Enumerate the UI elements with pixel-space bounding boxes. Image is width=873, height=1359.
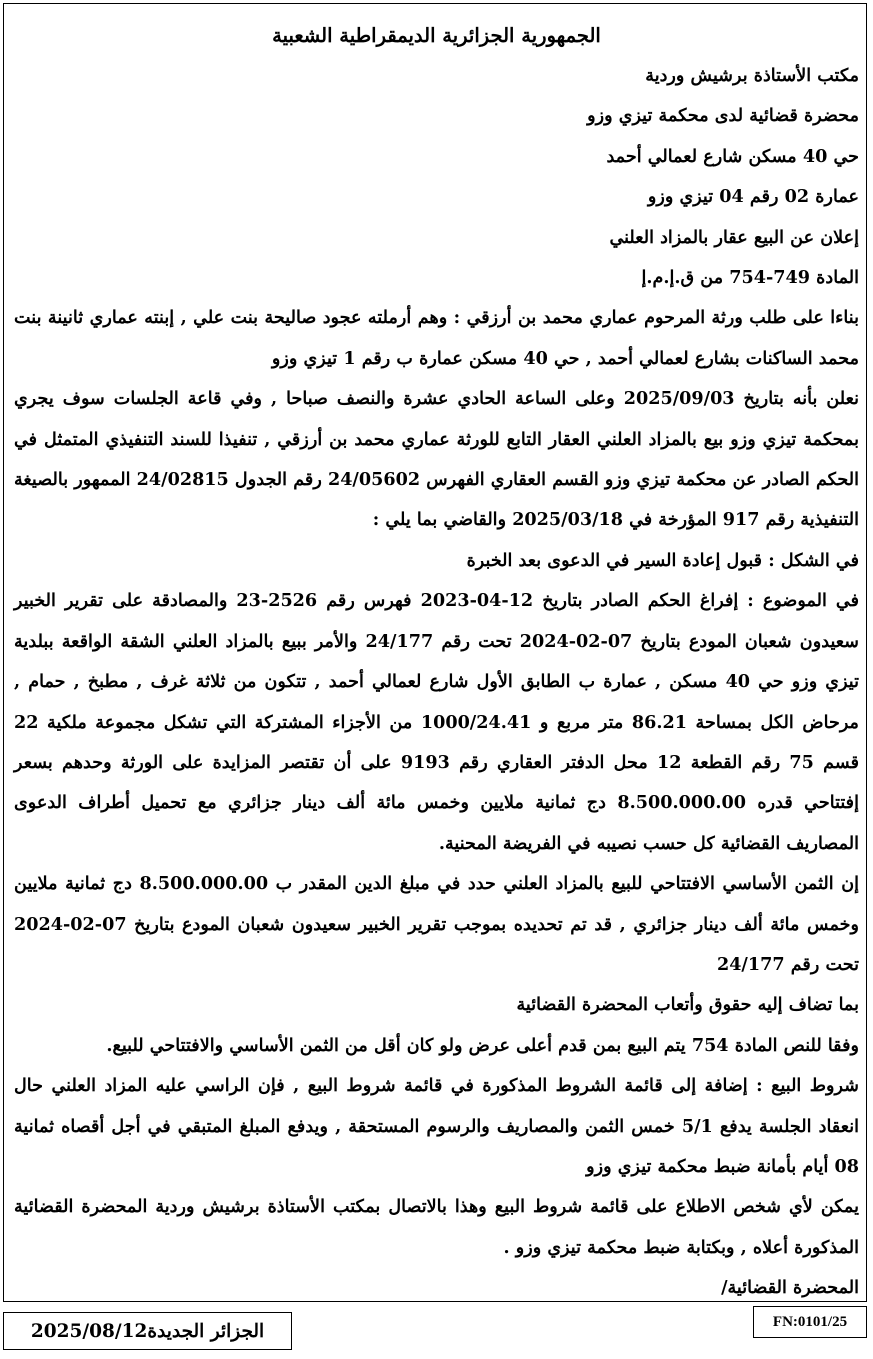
paragraph-form: في الشكل : قبول إعادة السير في الدعوى بعد الخبرة [466,549,859,571]
header-line-bailiff: محضرة قضائية لدى محكمة تيزي وزو [587,105,859,127]
paragraph-base-price: إن الثمن الأساسي الافتتاحي للبيع بالمزاد العلني حدد في مبلغ الدين المقدر ب 8.500.000.00 دج ثمانية ملايين وخمس مائة ألف دينار جزائري , قد تم تحديده بموجب تقرير الخبير سعيدون شعبان المودع بتاريخ 07-02-2024 تحت رقم 24/177 [14,873,860,975]
header-line-office: مكتب الأستاذة برشيش وردية [645,65,859,86]
header-line-building: عمارة 02 رقم 04 تيزي وزو [647,186,859,208]
signature: المحضرة القضائية/ [721,1277,859,1299]
paragraph-announcement: نعلن بأنه بتاريخ 2025/09/03 وعلى الساعة الحادي عشرة والنصف صباحا , وفي قاعة الجلسات سوف يجري بمحكمة تيزي وزو بيع بالمزاد العلني العقار التابع للورثة عماري محمد بن أرزقي , تنفيذا للسند التنفيذي المتمثل في الحكم الصادر عن محكمة تيزي وزو القسم العقاري الفهرس 24/05602 رقم الجدول 24/02815 الممهور بالصيغة التنفيذية رقم 917 المؤرخة في 2025/03/18 والقاضي بما يلي : [14,388,859,531]
announcement-heading: إعلان عن البيع عقار بالمزاد العلني [609,226,859,248]
paragraph-sale-conditions: شروط البيع : إضافة إلى قائمة الشروط المذكورة في قائمة شروط البيع , فإن الراسي عليه المزاد العلني حال انعقاد الجلسة يدفع 5/1 خمس الثمن والمصاريف والرسوم المستحقة , ويدفع المبلغ المتبقي في أجل أقصاه ثمانية 08 أيام بأمانة ضبط محكمة تيزي وزو [14,1075,859,1177]
paragraph-request: بناءا على طلب ورثة المرحوم عماري محمد بن أرزقي : وهم أرملته عجود صاليحة بنت علي , إبنته عماري ثانينة بنت محمد الساكنات بشارع لعمالي أحمد , حي 40 مسكن عمارة ب رقم 1 تيزي وزو [14,307,859,369]
paragraph-subject: في الموضوع : إفراغ الحكم الصادر بتاريخ 12-04-2023 فهرس رقم 2526-23 والمصادقة على تقرير الخبير سعيدون شعبان المودع بتاريخ 07-02-2024 تحت رقم 24/177 والأمر ببيع بالمزاد العلني الشقة الواقعة ببلدية تيزي وزو حي 40 مسكن , عمارة ب الطابق الأول شارع لعمالي أحمد , تتكون من ثلاثة غرف , مطبخ , حمام , مرحاض الكل بمساحة 86.21 متر مربع و 1000/24.41 من الأجزاء المشتركة التي تشكل مجموعة ملكية 22 قسم 75 رقم القطعة 12 محل الدفتر العقاري رقم 9193 على أن تقتصر المزايدة على الورثة وحدهم بسعر إفتتاحي قدره 8.500.000.00 دج ثمانية ملايين وخمس مائة ألف دينار جزائري مع تحميل أطراف الدعوى المصاريف القضائية كل حسب نصيبه في الفريضة المحنية. [14,590,859,854]
header-line-district: حي 40 مسكن شارع لعمالي أحمد [606,145,859,167]
fn-reference-box: FN:0101/25 [753,1306,867,1338]
paragraph-article-754: وفقا للنص المادة 754 يتم البيع بمن قدم أعلى عرض ولو كان أقل من الثمن الأساسي والافتتاحي للبيع. [106,1034,859,1056]
paragraph-contact: يمكن لأي شخص الاطلاع على قائمة شروط البيع وهذا بالاتصال بمكتب الأستاذة برشيش وردية المحضرة القضائية المذكورة أعلاه , وبكتابة ضبط محكمة تيزي وزو . [14,1196,859,1258]
legal-article: المادة 749-754 من ق.إ.م.إ [641,267,859,289]
document-title: الجمهورية الجزائرية الديمقراطية الشعبية [272,24,601,47]
newspaper-date-box: الجزائر الجديدة2025/08/12 [3,1312,292,1350]
paragraph-fees: بما تضاف إليه حقوق وأتعاب المحضرة القضائية [516,994,859,1016]
announcement-body [14,16,859,1309]
